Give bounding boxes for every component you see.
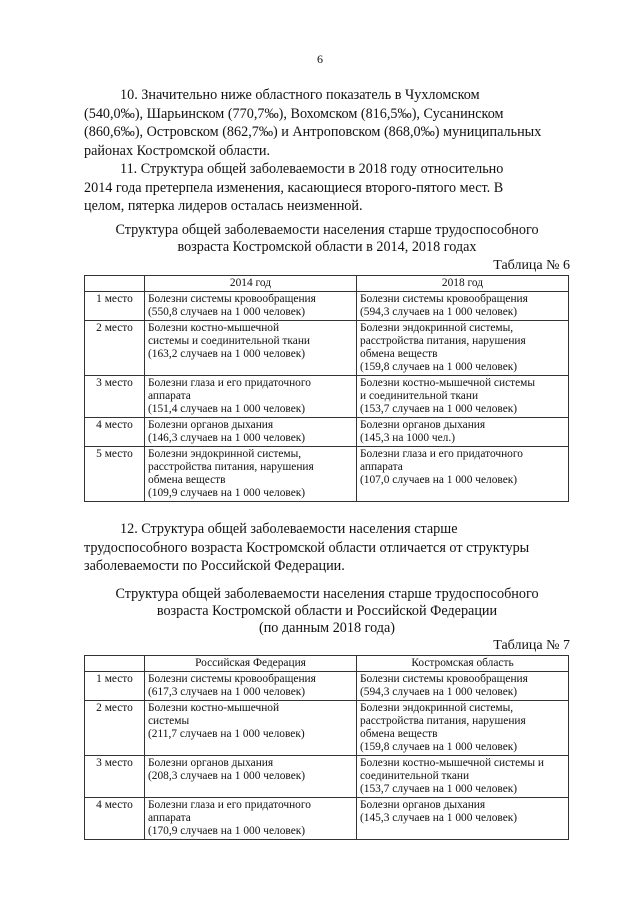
cell-line: (107,0 случаев на 1 000 человек) [360, 474, 518, 486]
table-title-line: возраста Костромской области и Российской Федерации [156, 603, 498, 619]
table7-label: Таблица № 7 [493, 638, 570, 653]
paragraph-12 [84, 520, 570, 576]
rank-cell: 4 место [85, 418, 145, 447]
rank-cell: 2 место [85, 321, 145, 376]
cell-line: Болезни системы кровообращения [148, 673, 316, 685]
cell-line: аппарата [148, 390, 191, 402]
cell-line: (170,9 случаев на 1 000 человек) [148, 825, 306, 837]
disease-cell [357, 418, 569, 447]
cell-line: (594,3 случаев на 1 000 человек) [360, 306, 518, 318]
cell-line: и соединительной ткани [360, 390, 479, 402]
paragraph-line: 2014 года претерпела изменения, касающиеся второго-пятого мест. В [84, 179, 504, 196]
paragraph-line: заболеваемости по Российской Федерации. [84, 558, 345, 575]
cell-line: (211,7 случаев на 1 000 человек) [148, 728, 305, 740]
cell-line: (617,3 случаев на 1 000 человек) [148, 686, 306, 698]
cell-line: системы и соединительной ткани [148, 335, 311, 347]
cell-line: Болезни эндокринной системы, [360, 702, 514, 714]
disease-cell [357, 798, 569, 840]
cell-line: Болезни глаза и его придаточного [360, 448, 523, 460]
table-header-cell: 2014 год [145, 276, 357, 292]
disease-cell [357, 376, 569, 418]
disease-cell [145, 798, 357, 840]
disease-cell [145, 292, 357, 321]
disease-cell [145, 756, 357, 798]
disease-cell [145, 672, 357, 701]
table6-label: Таблица № 6 [493, 258, 570, 273]
disease-cell [357, 701, 569, 756]
table6 [84, 275, 569, 502]
table-title-line: Структура общей заболеваемости населения старше трудоспособного [115, 222, 539, 238]
cell-line: Болезни системы кровообращения [360, 673, 528, 685]
table-row [85, 321, 569, 376]
disease-cell [145, 701, 357, 756]
table-row [85, 798, 569, 840]
table-row [85, 292, 569, 321]
table-row [85, 447, 569, 502]
cell-line: Болезни эндокринной системы, [360, 322, 514, 334]
rank-cell: 3 место [85, 376, 145, 418]
table-title-line: Структура общей заболеваемости населения старше трудоспособного [115, 586, 539, 602]
paragraph-line: 10. Значительно ниже областного показатель в Чухломском [120, 87, 480, 103]
cell-line: Болезни глаза и его придаточного [148, 799, 311, 811]
table-row [85, 376, 569, 418]
disease-cell [357, 672, 569, 701]
paragraph-10 [84, 86, 570, 160]
disease-cell [145, 447, 357, 502]
cell-line: (146,3 случаев на 1 000 человек) [148, 432, 306, 444]
cell-line: обмена веществ [360, 348, 438, 360]
cell-line: (594,3 случаев на 1 000 человек) [360, 686, 518, 698]
rank-cell: 1 место [85, 672, 145, 701]
table-title-line: (по данным 2018 года) [258, 620, 396, 636]
cell-line: (159,8 случаев на 1 000 человек) [360, 361, 518, 373]
cell-line: Болезни органов дыхания [148, 419, 274, 431]
disease-cell [145, 418, 357, 447]
page-number: 6 [317, 52, 323, 66]
rank-cell: 2 место [85, 701, 145, 756]
cell-line: (163,2 случаев на 1 000 человек) [148, 348, 306, 360]
cell-line: расстройства питания, нарушения [360, 335, 526, 347]
cell-line: Болезни костно-мышечной системы [360, 377, 536, 389]
disease-cell [357, 321, 569, 376]
cell-line: (159,8 случаев на 1 000 человек) [360, 741, 518, 753]
cell-line: Болезни органов дыхания [360, 419, 486, 431]
table-row [85, 418, 569, 447]
table-header-cell: 2018 год [357, 276, 569, 292]
rank-cell: 1 место [85, 292, 145, 321]
disease-cell [357, 447, 569, 502]
cell-line: (151,4 случаев на 1 000 человек) [148, 403, 306, 415]
table-header-row [85, 276, 569, 292]
cell-line: обмена веществ [360, 728, 438, 740]
cell-line: (153,7 случаев на 1 000 человек) [360, 403, 518, 415]
table-row [85, 701, 569, 756]
table-header-cell [85, 656, 145, 672]
cell-line: (145,3 на 1000 чел.) [360, 432, 456, 444]
cell-line: Болезни системы кровообращения [148, 293, 316, 305]
paragraph-line: 11. Структура общей заболеваемости в 2018 году относительно [120, 161, 504, 177]
cell-line: Болезни костно-мышечной [148, 322, 280, 334]
cell-line: Болезни органов дыхания [360, 799, 486, 811]
rank-cell: 4 место [85, 798, 145, 840]
paragraph-11 [84, 160, 570, 216]
cell-line: (153,7 случаев на 1 000 человек) [360, 783, 518, 795]
table7 [84, 655, 569, 840]
table7-title [84, 586, 570, 637]
cell-line: Болезни костно-мышечной [148, 702, 280, 714]
disease-cell [145, 376, 357, 418]
table-row [85, 672, 569, 701]
cell-line: аппарата [148, 812, 191, 824]
cell-line: (208,3 случаев на 1 000 человек) [148, 770, 306, 782]
cell-line: Болезни глаза и его придаточного [148, 377, 311, 389]
cell-line: расстройства питания, нарушения [360, 715, 526, 727]
paragraph-line: трудоспособного возраста Костромской области отличается от структуры [84, 539, 530, 556]
table-title-line: возраста Костромской области в 2014, 2018 годах [177, 239, 477, 255]
cell-line: системы [148, 715, 190, 727]
paragraph-line: (860,6‰), Островском (862,7‰) и Антроповском (868,0‰) муниципальных [84, 124, 542, 141]
cell-line: соединительной ткани [360, 770, 470, 782]
disease-cell [357, 756, 569, 798]
table-header-cell: Российская Федерация [145, 656, 357, 672]
cell-line: (109,9 случаев на 1 000 человек) [148, 487, 306, 499]
cell-line: расстройства питания, нарушения [148, 461, 314, 473]
table-header-row [85, 656, 569, 672]
rank-cell: 5 место [85, 447, 145, 502]
disease-cell [145, 321, 357, 376]
table-header-cell: Костромская область [357, 656, 569, 672]
cell-line: Болезни органов дыхания [148, 757, 274, 769]
rank-cell: 3 место [85, 756, 145, 798]
paragraph-line: 12. Структура общей заболеваемости населения старше [120, 521, 458, 537]
table6-title [84, 222, 570, 256]
cell-line: обмена веществ [148, 474, 226, 486]
paragraph-line: районах Костромской области. [84, 142, 271, 159]
disease-cell [357, 292, 569, 321]
table-row [85, 756, 569, 798]
table-header-cell [85, 276, 145, 292]
cell-line: Болезни эндокринной системы, [148, 448, 302, 460]
cell-line: Болезни костно-мышечной системы и [360, 757, 544, 769]
cell-line: (550,8 случаев на 1 000 человек) [148, 306, 306, 318]
cell-line: Болезни системы кровообращения [360, 293, 528, 305]
paragraph-line: целом, пятерка лидеров осталась неизменной. [84, 198, 363, 215]
cell-line: аппарата [360, 461, 403, 473]
cell-line: (145,3 случаев на 1 000 человек) [360, 812, 518, 824]
paragraph-line: (540,0‰), Шарьинском (770,7‰), Вохомском (816,5‰), Сусанинском [84, 105, 504, 122]
